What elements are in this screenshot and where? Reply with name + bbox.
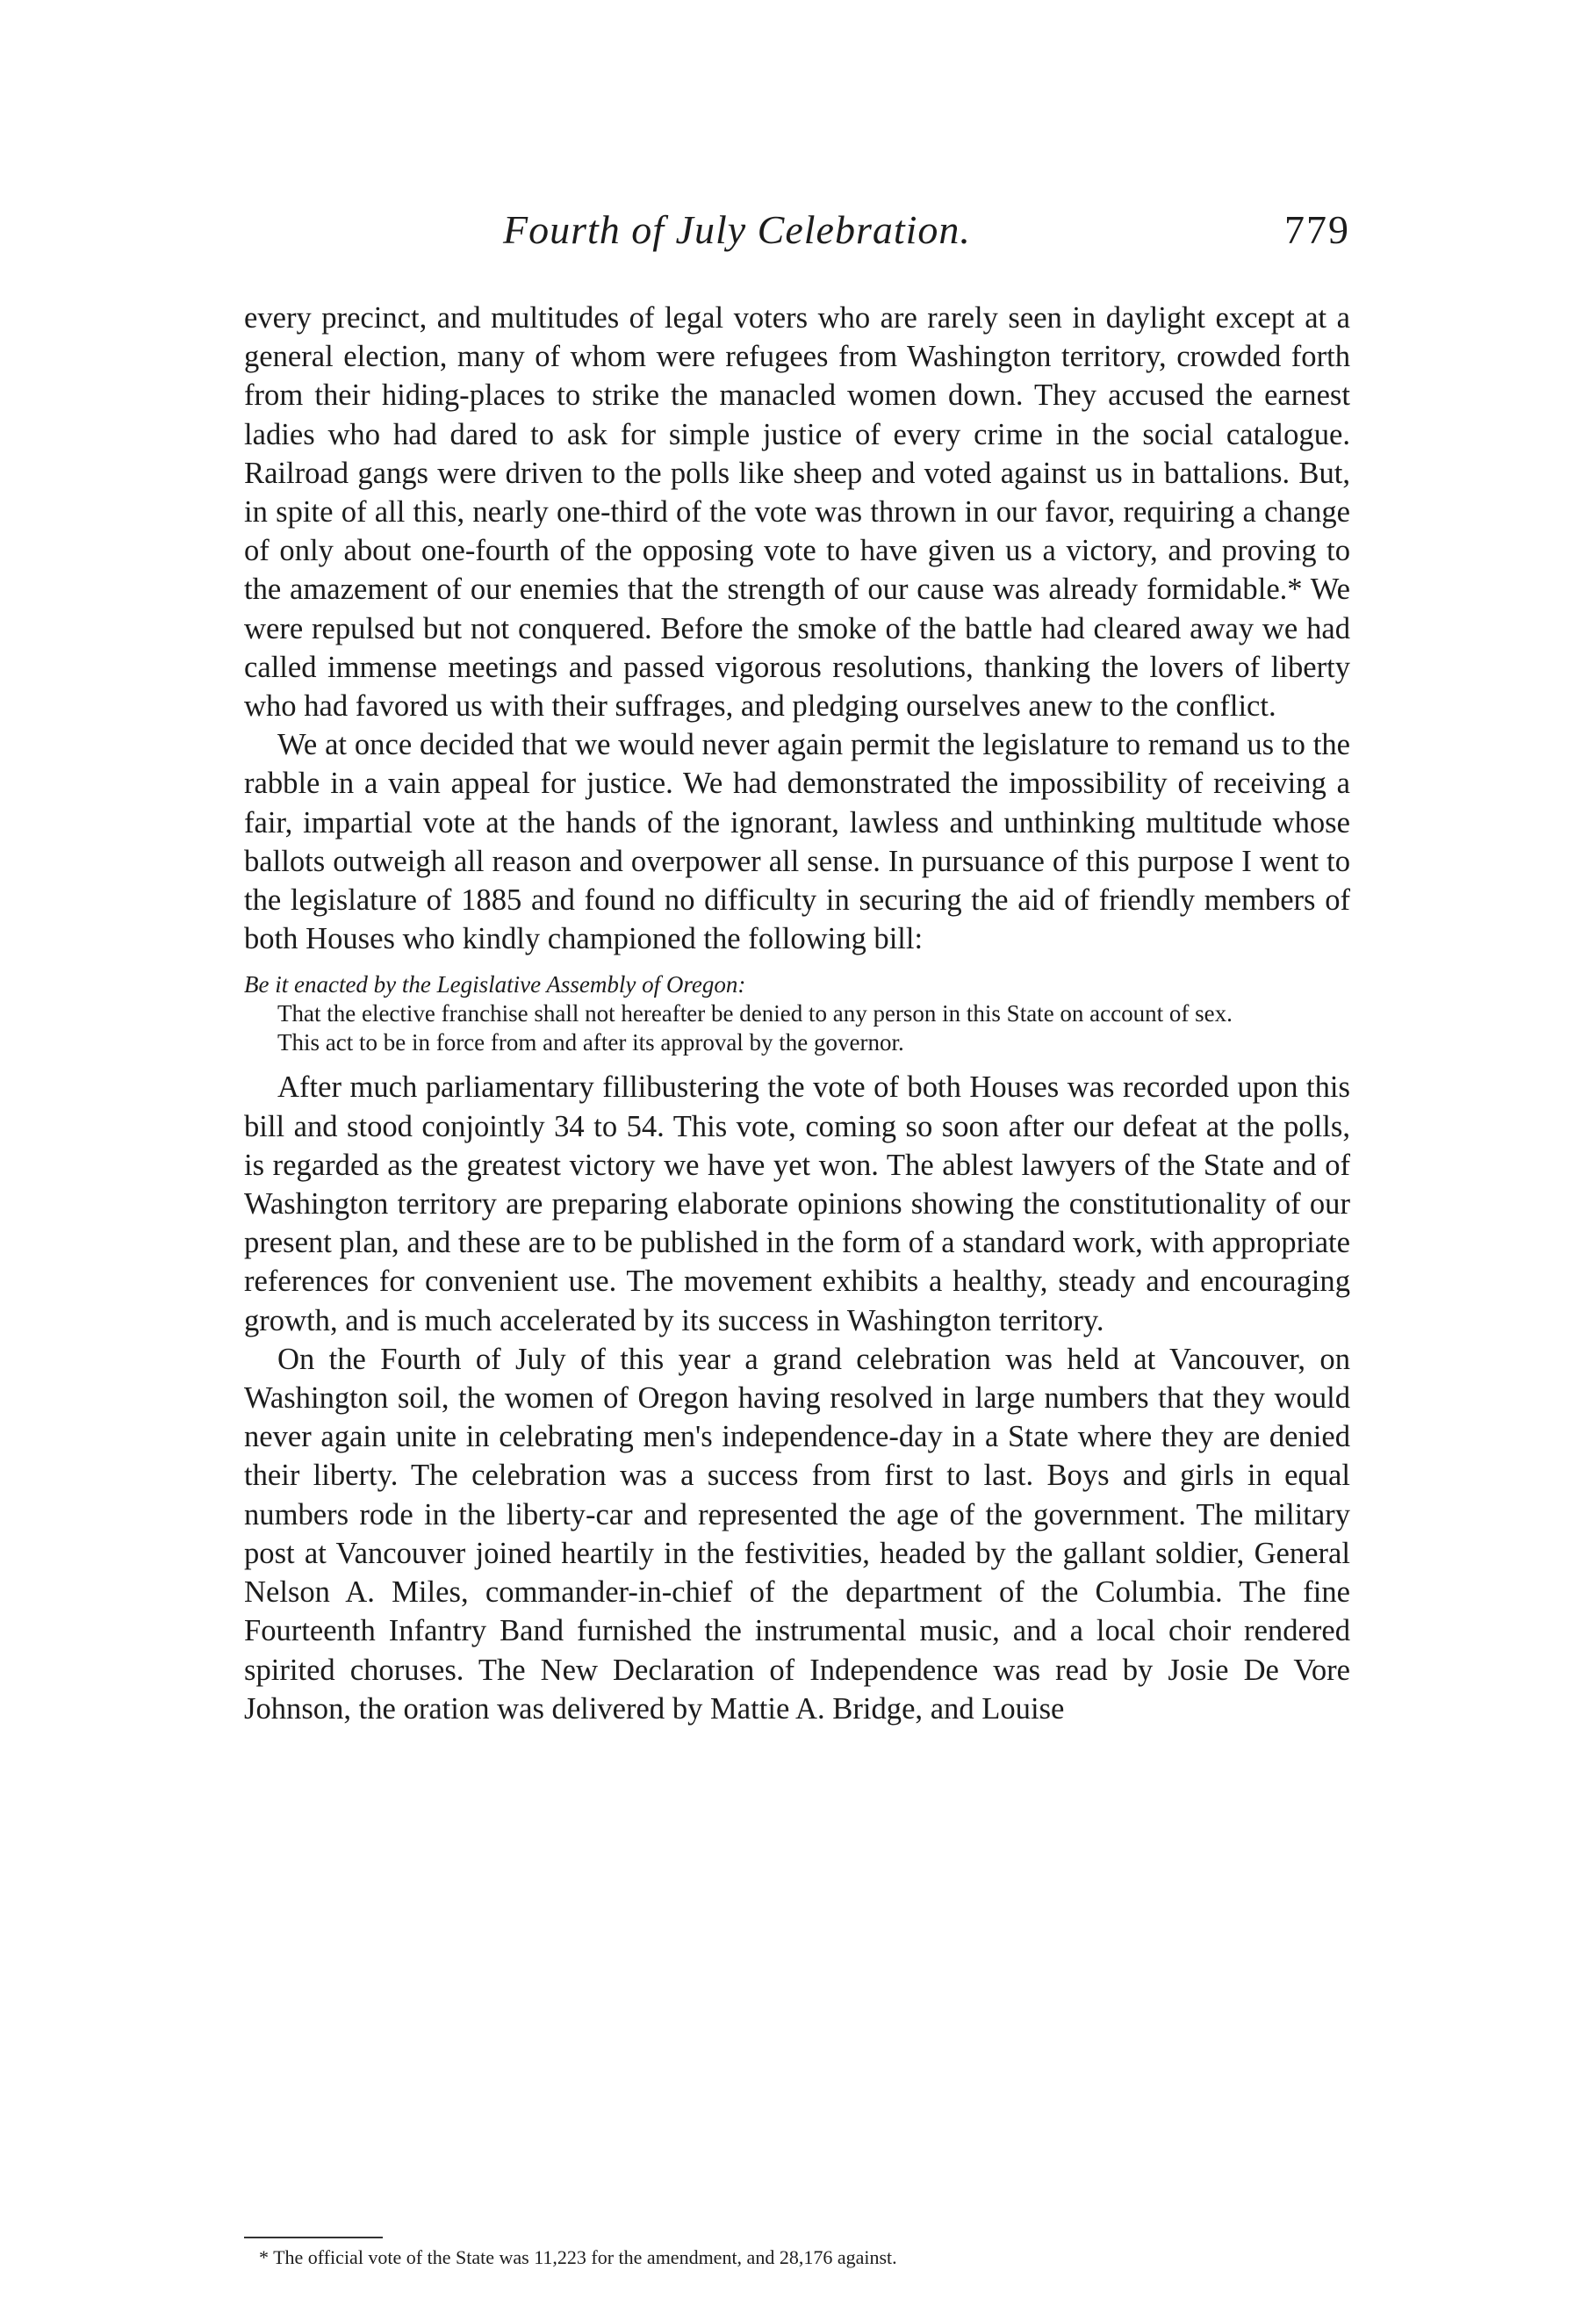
- paragraph-1: every precinct, and multitudes of legal voters who are rarely seen in daylight except at a general election, many of whom were refugees from Washington territory, crowded forth from their hiding-places to strike the manacled women down. They accused the earnest ladies who had dared to ask for simple justice of every crime in the social catalogue. Railroad gangs were driven to the polls like sheep and voted against us in battalions. But, in spite of all this, nearly one-third of the vote was thrown in our favor, requiring a change of only about one-fourth of the opposing vote to have given us a victory, and proving to the amazement of our enemies that the strength of our cause was already formidable.* We were repulsed but not conquered. Before the smoke of the battle had cleared away we had called immense meetings and passed vigorous resolutions, thanking the lovers of liberty who had favored us with their suffrages, and pledging ourselves anew to the conflict.: [244, 301, 1350, 724]
- paragraph-2: We at once decided that we would never again permit the legislature to remand us to the rabble in a vain appeal for justice. We had demonstrated the impossibility of receiving a fair, impartial vote at the hands of the ignorant, lawless and unthinking multitude whose ballots outweigh all reason and overpower all sense. In pursuance of this purpose I went to the legislature of 1885 and found no difficulty in securing the aid of friendly members of both Houses who kindly championed the following bill:: [244, 728, 1350, 956]
- footnote-rule: [244, 2237, 383, 2238]
- paragraph-4: On the Fourth of July of this year a grand celebration was held at Vancouver, on Washington soil, the women of Oregon having resolved in large numbers that they would never again unite in celebrating men's independence-day in a State where they are denied their liberty. The celebration was a success from first to last. Boys and girls in equal numbers rode in the liberty-car and represented the age of the government. The military post at Vancouver joined heartily in the festivities, headed by the gallant soldier, General Nelson A. Miles, commander-in-chief of the department of the Columbia. The fine Fourteenth Infantry Band furnished the instrumental music, and a local choir rendered spirited choruses. The New Declaration of Independence was read by Josie De Vore Johnson, the oration was delivered by Mattie A. Bridge, and Louise: [244, 1342, 1350, 1726]
- footnote: * The official vote of the State was 11,223 for the amendment, and 28,176 against.: [259, 2246, 897, 2268]
- bill-section-1: That the elective franchise shall not hereafter be denied to any person in this State on account of sex.: [277, 1000, 1233, 1027]
- paragraph-3: After much parliamentary fillibustering the vote of both Houses was recorded upon this bill and stood conjointly 34 to 54. This vote, coming so soon after our defeat at the polls, is regarded as the greatest victory we have yet won. The ablest lawyers of the State and of Washington territory are preparing elaborate opinions showing the constitutionality of our present plan, and these are to be published in the form of a standard work, with appropriate references for convenient use. The movement exhibits a healthy, steady and encouraging growth, and is much accelerated by its success in Washington territory.: [244, 1070, 1350, 1337]
- page-number: 779: [1284, 207, 1350, 252]
- bill-enacting-clause: Be it enacted by the Legislative Assembly of Oregon:: [244, 971, 746, 998]
- bill-text: [244, 970, 1350, 1057]
- running-title: Fourth of July Celebration.: [503, 207, 971, 252]
- running-head: [244, 206, 1350, 268]
- bill-section-2: This act to be in force from and after its approval by the governor.: [277, 1029, 904, 1056]
- body-text: [244, 299, 1350, 1728]
